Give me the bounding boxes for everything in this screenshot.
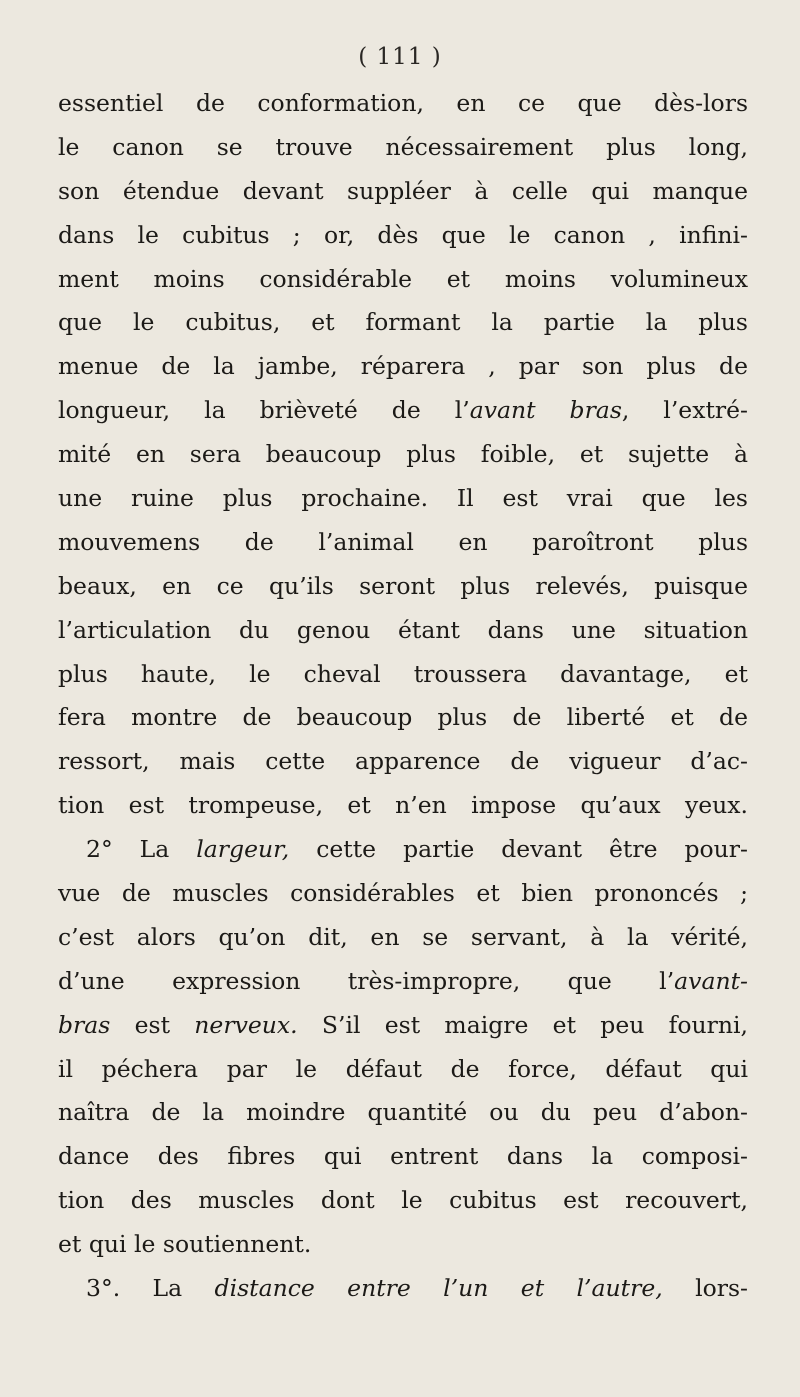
- text-line: [58, 609, 748, 653]
- text-line: [58, 740, 748, 784]
- text-line: [58, 1267, 748, 1311]
- text-line: [58, 433, 748, 477]
- text-run: d’une expression très-impropre, que l’: [58, 966, 675, 995]
- text-run: longueur, la brièveté de l’: [58, 396, 470, 425]
- text-line: [58, 872, 748, 916]
- text-line: [58, 916, 748, 960]
- body-text: [58, 82, 748, 1311]
- text-run: que le cubitus, et formant la partie la plus: [58, 308, 748, 337]
- italic-text: bras: [58, 1010, 111, 1039]
- text-line: [58, 1223, 748, 1267]
- text-line: [58, 696, 748, 740]
- text-line: [58, 301, 748, 345]
- text-line: [58, 345, 748, 389]
- text-run: essentiel de conformation, en ce que dès-lors: [58, 89, 748, 117]
- text-run: menue de la jambe, réparera , par son plus de: [58, 352, 748, 381]
- text-run: une ruine plus prochaine. Il est vrai que les: [58, 484, 748, 513]
- text-run: S’il est maigre et peu fourni,: [297, 1010, 748, 1039]
- text-run: cette partie devant être pour-: [289, 835, 748, 864]
- page-number: ( 111 ): [358, 44, 442, 70]
- italic-text: largeur,: [196, 835, 290, 864]
- text-run: l’articulation du genou étant dans une situation: [58, 615, 748, 644]
- text-run: le canon se trouve nécessairement plus long,: [58, 132, 748, 161]
- italic-text: distance entre l’un et l’autre,: [214, 1274, 663, 1303]
- text-run: son étendue devant suppléer à celle qui manque: [58, 176, 748, 205]
- text-run: vue de muscles considérables et bien prononcés ;: [58, 879, 748, 908]
- text-run: c’est alors qu’on dit, en se servant, à la vérité,: [58, 922, 748, 951]
- text-line: [58, 82, 748, 126]
- text-run: mouvemens de l’animal en paroîtront plus: [58, 527, 748, 556]
- text-run: tion est trompeuse, et n’en impose qu’aux yeux.: [58, 791, 748, 820]
- text-run: fera montre de beaucoup plus de liberté et de: [58, 703, 748, 732]
- text-run: dans le cubitus ; or, dès que le canon , infini-: [58, 220, 748, 249]
- text-run: est: [110, 1010, 195, 1039]
- text-run: 3°. La: [86, 1274, 215, 1303]
- text-run: mité en sera beaucoup plus foible, et sujette à: [58, 440, 748, 469]
- text-run: , l’extré-: [621, 396, 748, 425]
- text-run: beaux, en ce qu’ils seront plus relevés, puisque: [58, 571, 748, 600]
- italic-text: avant-: [674, 966, 748, 995]
- text-run: il péchera par le défaut de force, défaut qui: [58, 1054, 748, 1083]
- text-line: [58, 784, 748, 828]
- text-run: et qui le soutiennent.: [58, 1230, 312, 1259]
- text-line: [58, 1048, 748, 1092]
- text-line: [58, 170, 748, 214]
- italic-text: nerveux.: [194, 1010, 298, 1039]
- text-line: [58, 960, 748, 1004]
- text-run: 2° La: [86, 835, 197, 864]
- text-line: [58, 126, 748, 170]
- text-line: [58, 1135, 748, 1179]
- text-line: [58, 214, 748, 258]
- text-run: ressort, mais cette apparence de vigueur d’ac-: [58, 747, 748, 776]
- text-run: plus haute, le cheval troussera davantage, et: [58, 659, 748, 688]
- text-line: [58, 828, 748, 872]
- text-line: [58, 1179, 748, 1223]
- text-line: [58, 521, 748, 565]
- text-run: dance des fibres qui entrent dans la composi-: [58, 1142, 748, 1171]
- text-line: [58, 653, 748, 697]
- text-line: [58, 565, 748, 609]
- text-line: [58, 389, 748, 433]
- text-line: [58, 1004, 748, 1048]
- text-run: naîtra de la moindre quantité ou du peu d’abon-: [58, 1098, 748, 1127]
- text-line: [58, 258, 748, 302]
- text-run: ment moins considérable et moins volumineux: [58, 264, 748, 293]
- text-line: [58, 477, 748, 521]
- text-line: [58, 1091, 748, 1135]
- text-run: lors-: [662, 1274, 748, 1303]
- text-run: tion des muscles dont le cubitus est recouvert,: [58, 1186, 748, 1215]
- italic-text: avant bras: [469, 396, 622, 425]
